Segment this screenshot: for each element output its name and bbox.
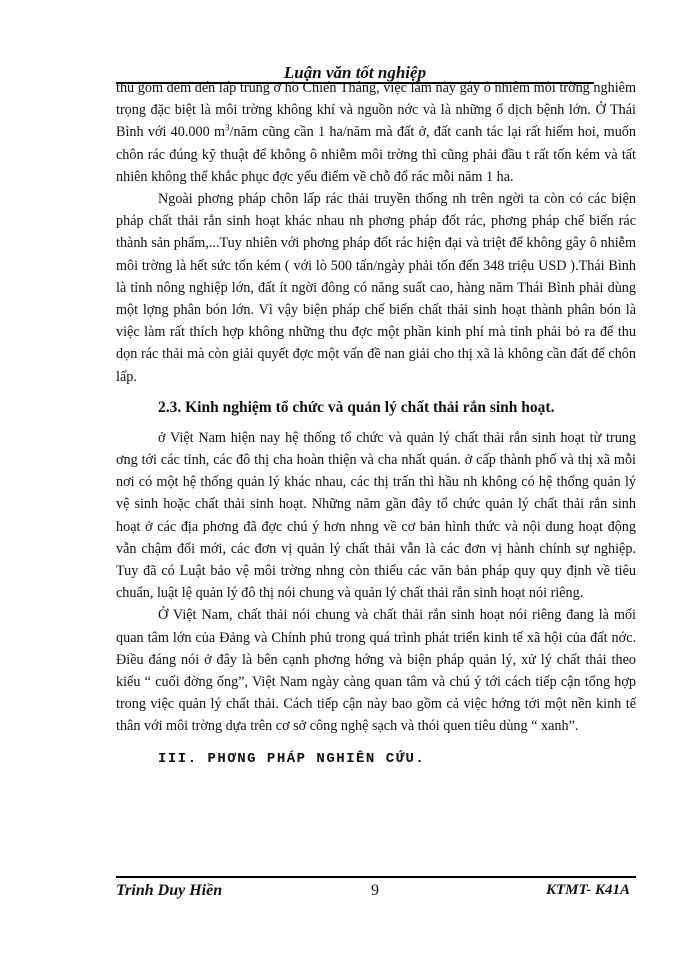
paragraph-3: ở Việt Nam hiện nay hệ thống tổ chức và quản lý chất thải rắn sinh hoạt từ trung ơng tới các tỉnh, các đô thị cha hoàn thiện và cha nhất quán. ở cấp thành phố và thị xã mỗi nơi có một hệ thống quản lý khác nhau, các thị trấn thì hầu nh không có hệ thống quản lý vệ sinh hoặc chất thải sinh hoạt. Những năm gần đây tổ chức quản lý chất thải rắn sinh hoạt ở các địa phơng đã đợc chú ý hơn nhng về cơ bản hình thức và nội dung hoạt động vẫn chậm đổi mới, các đơn vị quản lý chất thải vẫn là các đơn vị hành chính sự nghiệp. Tuy đã có Luật bảo vệ môi trờng nhng còn thiếu các văn bản pháp quy quy định về tiêu chuẩn, luật lệ quản lý đô thị nói chung và quản lý chất thải rắn sinh hoạt nói riêng.	[116, 429, 636, 602]
footer-author: Trinh Duy Hiền	[116, 882, 223, 899]
page-footer	[116, 880, 636, 904]
paragraph-2: Ngoài phơng pháp chôn lấp rác thải truyền thống nh trên ngời ta còn có các biện pháp chất thải rắn sinh hoạt khác nhau nh phơng pháp đốt rác, phơng pháp chế biến rác thành sản phẩm,...Tuy nhiên với phơng pháp đốt rác hiện đại và triệt để không gây ô nhiễm môi trờng là hết sức tốn kém ( với lò 500 tấn/ngày phải tốn đến 348 triệu USD ).Thái Bình là tỉnh nông nghiệp lớn, đất ít ngời đông có năng suất cao, hàng năm Thái Bình phải dùng một lợng phân bón lớn. Vì vậy biện pháp chế biến chất thải sinh hoạt thành phân bón là việc làm rất thích hợp không những thu đợc một phần kinh phí mà tỉnh phải bỏ ra để thu dọn rác thải mà còn giải quyết đợc một vấn đề nan giải cho thị xã là không cần đất để chôn lấp.	[116, 191, 636, 385]
document-body	[116, 77, 636, 770]
page-number: 9	[371, 882, 379, 899]
footer-class-code: KTMT- K41A	[545, 882, 630, 898]
paragraph-1-text-a: thu gom đem đến lấp trũng ở hồ Chiến Thắng, việc làm này gây ô nhiễm môi trờng nghiêm trọng đặc biệt là môi trờng không khí và nguồn nớc và là những ổ dịch bệnh lớn. Ở Thái Bình với 40.000 m	[116, 80, 636, 141]
section-heading-2-3: 2.3. Kinh nghiệm tổ chức và quản lý chất thải rắn sinh hoạt.	[158, 398, 555, 416]
paragraph-1	[116, 77, 636, 188]
section-heading-III: III. PHƠNG PHÁP NGHIÊN CỨU.	[158, 750, 426, 767]
superscript-3: 3	[225, 122, 230, 133]
paragraph-1-text-b: /năm cũng cần 1 ha/năm mà đất ở, đất canh tác lại rất hiếm hoi, muốn chôn rác đúng kỹ thuật để không ô nhiễm môi trờng thì cũng phải đầu t rất tốn kém và tất nhiên không thể khắc phục đợc yếu điểm về chỗ đổ rác mỗi năm 1 ha.	[116, 124, 636, 185]
footer-divider	[116, 876, 636, 878]
paragraph-4: Ở Việt Nam, chất thải nói chung và chất thải rắn sinh hoạt nói riêng đang là mối quan tâm lớn của Đảng và Chính phủ trong quá trình phát triển kinh tế xã hội của đất nớc. Điều đáng nói ở đây là bên cạnh phơng hớng và biện pháp quản lý, xử lý chất thải theo kiểu “ cuối đờng ống”, Việt Nam ngày càng quan tâm và chú ý tới cách tiếp cận tổng hợp trong việc quản lý chất thải. Cách tiếp cận này bao gồm cả việc hớng tới một nền kinh tế thân với môi trờng dựa trên cơ sở công nghệ sạch và thói quen tiêu dùng “ xanh”.	[116, 607, 636, 735]
header-title: Luận văn tốt nghiệp	[283, 64, 427, 82]
